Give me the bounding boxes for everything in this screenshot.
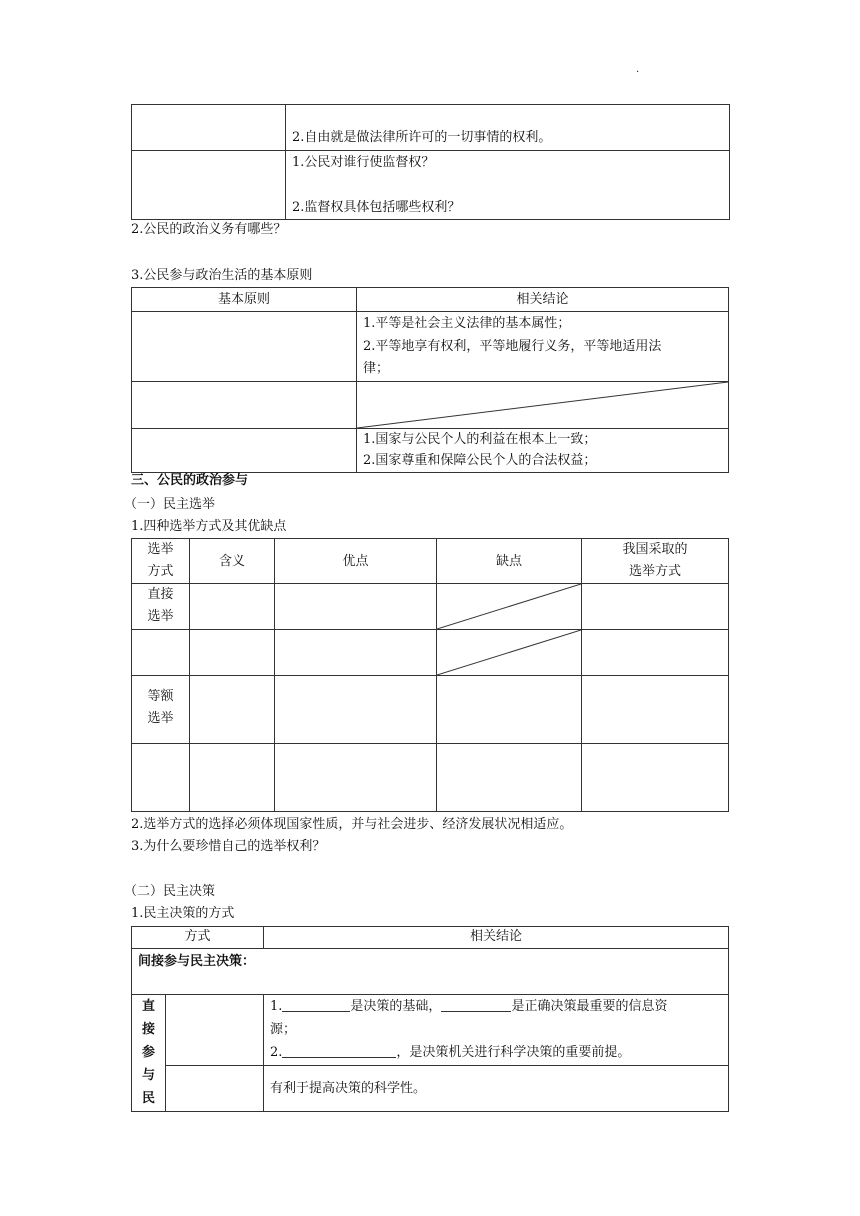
interest-line2: 2.国家尊重和保障公民个人的合法权益； — [363, 453, 597, 468]
election-subtitle: （一）民主选举 — [124, 497, 216, 512]
item-number: 1. — [270, 999, 283, 1014]
obligations-question: 2.公民的政治义务有哪些？ — [131, 222, 287, 237]
table-cell — [166, 995, 264, 1066]
table-cell — [132, 381, 357, 428]
header-method — [132, 539, 190, 584]
decision-table — [131, 926, 729, 1112]
header-disadvantage: 缺点 — [437, 539, 582, 584]
table-cell — [132, 151, 286, 220]
equal-l2: 选举 — [147, 711, 174, 726]
supervision-q1: 1.公民对谁行使监督权？ — [292, 155, 435, 170]
direct-election-label — [132, 584, 190, 630]
label-char: 民 — [141, 1091, 155, 1106]
table-cell — [132, 312, 357, 382]
table-cell — [132, 630, 190, 676]
election-table — [131, 538, 729, 812]
header-principle: 基本原则 — [132, 288, 357, 312]
table-cell — [275, 584, 437, 630]
premise-text: ，是决策机关进行科学决策的重要前提。 — [396, 1045, 631, 1060]
header-conclusion: 相关结论 — [357, 288, 729, 312]
label-char: 接 — [141, 1022, 155, 1037]
scientific-text: 有利于提高决策的科学性。 — [270, 1080, 427, 1096]
diagonal-cell — [357, 381, 729, 428]
election-methods-heading: 1.四种选举方式及其优缺点 — [131, 519, 287, 534]
table-cell — [582, 676, 729, 744]
table-cell — [190, 676, 275, 744]
table-cell — [286, 105, 730, 151]
header-method-l2: 方式 — [147, 564, 174, 579]
principles-table — [131, 287, 729, 473]
principles-heading: 3.公民参与政治生活的基本原则 — [131, 268, 313, 283]
table-cell — [132, 744, 190, 812]
blank-field — [282, 1041, 396, 1058]
equality-line2: 2.平等地享有权利，平等地履行义务，平等地适用法 — [363, 338, 662, 354]
rights-table — [131, 104, 730, 220]
table-cell — [166, 1065, 264, 1111]
basis-text: 是决策的基础， — [350, 999, 442, 1014]
header-adopted-l2: 选举方式 — [628, 564, 681, 579]
header-meaning: 含义 — [190, 539, 275, 584]
table-cell — [264, 995, 729, 1066]
header-conclusion: 相关结论 — [264, 927, 729, 949]
equality-line1: 1.平等是社会主义法律的基本属性； — [363, 316, 571, 331]
table-cell — [582, 744, 729, 812]
header-method-l1: 选举 — [147, 542, 174, 557]
label-char: 直 — [141, 999, 155, 1014]
item-number: 2. — [270, 1045, 283, 1060]
table-cell — [190, 630, 275, 676]
table-cell — [437, 676, 582, 744]
table-cell — [357, 312, 729, 382]
source-text: 源； — [270, 1021, 297, 1037]
table-cell — [437, 744, 582, 812]
blank-field — [441, 995, 511, 1012]
direct-participation-label — [132, 995, 166, 1112]
supervision-q2: 2.监督权具体包括哪些权利？ — [292, 200, 461, 215]
direct-l1: 直接 — [147, 587, 174, 602]
table-cell — [190, 744, 275, 812]
table-cell — [275, 744, 437, 812]
diagonal-cell — [437, 584, 582, 630]
decision-methods-heading: 1.民主决策的方式 — [131, 906, 235, 921]
table-cell — [582, 584, 729, 630]
table-cell — [132, 105, 286, 151]
freedom-text: 2.自由就是做法律所许可的一切事情的权利。 — [292, 130, 552, 145]
diagonal-cell — [437, 630, 582, 676]
equal-l1: 等额 — [147, 689, 174, 704]
cherish-question: 3.为什么要珍惜自己的选举权利？ — [131, 839, 326, 854]
decision-subtitle: （二）民主决策 — [124, 884, 216, 899]
election-note: 2.选举方式的选择必须体现国家性质，并与社会进步、经济发展状况相适应。 — [131, 817, 573, 832]
table-cell — [190, 584, 275, 630]
table-cell — [582, 630, 729, 676]
equality-line3: 律； — [363, 361, 390, 376]
header-advantage: 优点 — [275, 539, 437, 584]
indirect-participation: 间接参与民主决策： — [132, 949, 729, 995]
interest-line1: 1.国家与公民个人的利益在根本上一致； — [363, 431, 597, 447]
blank-field — [282, 995, 350, 1012]
table-cell — [357, 428, 729, 472]
table-cell — [264, 1065, 729, 1111]
label-char: 参 — [141, 1045, 155, 1060]
info-text: 是正确决策最重要的信息资 — [511, 999, 668, 1014]
label-char: 与 — [141, 1068, 155, 1083]
table-cell — [132, 428, 357, 472]
header-mark: . — [636, 64, 640, 75]
table-cell — [275, 676, 437, 744]
direct-l2: 选举 — [147, 609, 174, 624]
equal-election-label — [132, 676, 190, 744]
table-cell — [275, 630, 437, 676]
table-cell — [286, 151, 730, 220]
section-title: 三、公民的政治参与 — [131, 473, 249, 488]
header-adopted — [582, 539, 729, 584]
header-method: 方式 — [132, 927, 264, 949]
header-adopted-l1: 我国采取的 — [622, 542, 688, 557]
